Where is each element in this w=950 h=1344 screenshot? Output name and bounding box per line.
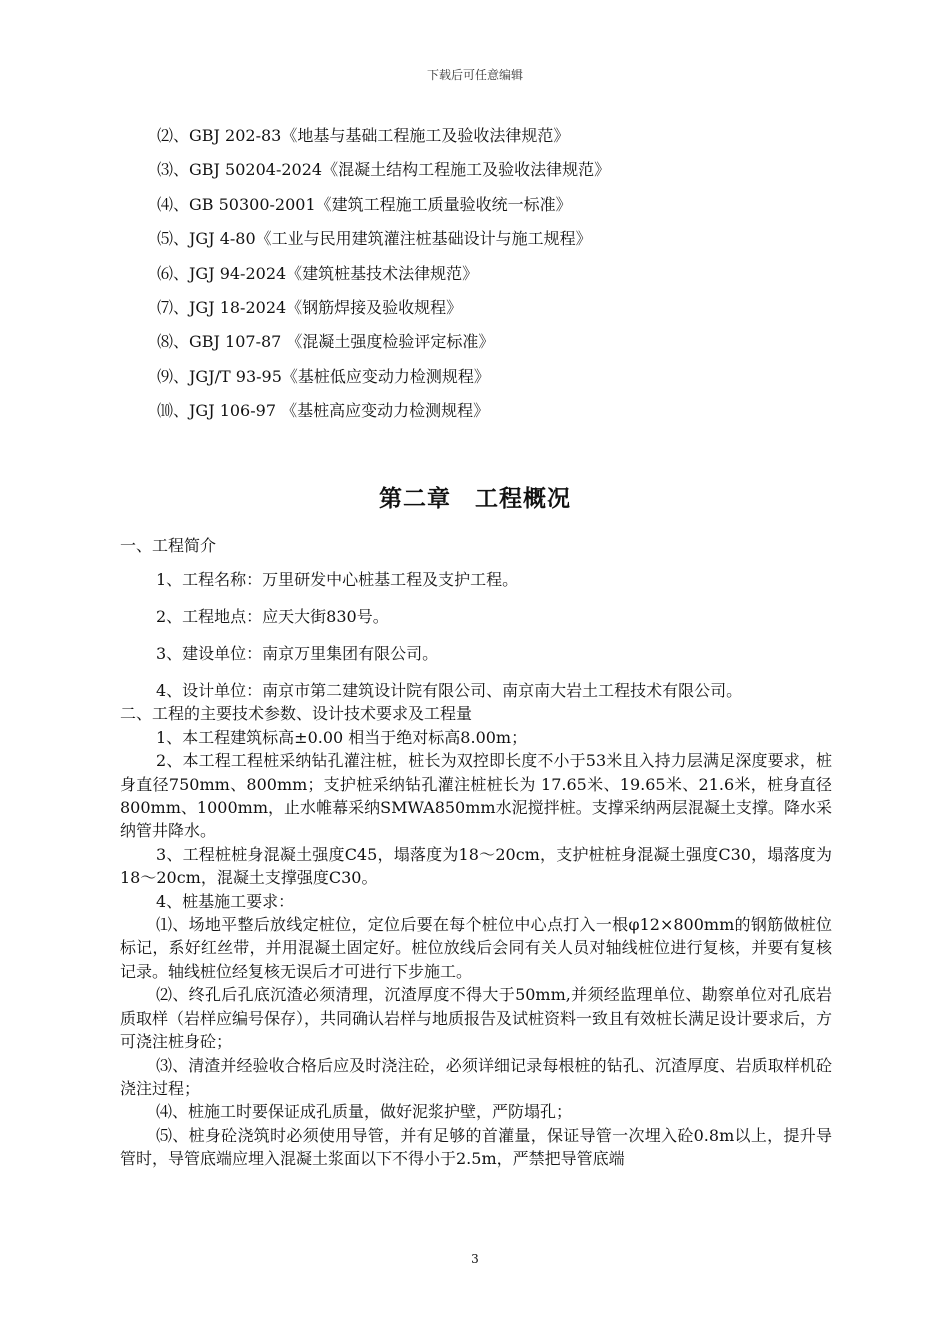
reference-standards-list	[157, 124, 857, 434]
technical-paragraph: 3、工程桩桩身混凝土强度C45，塌落度为18～20cm，支护桩桩身混凝土强度C30，塌落度为18～20cm，混凝土支撑强度C30。	[120, 844, 832, 888]
chapter-body	[120, 532, 832, 1171]
technical-paragraph: 4、桩基施工要求：	[156, 891, 295, 911]
reference-item: ⑸、JGJ 4-80《工业与民用建筑灌注桩基础设计与施工规程》	[157, 229, 592, 249]
section-heading-overview: 一、工程简介	[120, 536, 217, 555]
technical-paragraph: ⑸、桩身砼浇筑时必须使用导管，并有足够的首灌量，保证导管一次埋入砼0.8m以上，提升导管时，导管底端应埋入混凝土浆面以下不得小于2.5m，严禁把导管底端	[120, 1125, 832, 1169]
overview-item-owner: 3、建设单位：南京万里集团有限公司。	[156, 644, 439, 663]
section-heading-technical: 二、工程的主要技术参数、设计技术要求及工程量	[120, 704, 473, 724]
overview-item-project-name: 1、工程名称：万里研发中心桩基工程及支护工程。	[156, 570, 519, 589]
reference-item: ⑻、GBJ 107-87 《混凝土强度检验评定标准》	[157, 332, 495, 352]
chapter-title: 第二章 工程概况	[379, 486, 571, 512]
reference-item: ⑺、JGJ 18-2024《钢筋焊接及验收规程》	[157, 297, 463, 317]
technical-paragraph: ⑶、清渣并经验收合格后应及时浇注砼，必须详细记录每根桩的钻孔、沉渣厚度、岩质取样机砼浇注过程；	[120, 1055, 832, 1098]
technical-paragraph: 2、本工程工程桩采纳钻孔灌注桩，桩长为双控即长度不小于53米且入持力层满足深度要求，桩身直径750mm、800mm；支护桩采纳钻孔灌注桩桩长为 17.65米、19.65米、21.6米，桩身直径800mm、1000mm，止水帷幕采纳SMWA850mm水泥搅拌桩。支撑采纳两层混凝土支撑。降水采纳管井降水。	[120, 751, 832, 841]
reference-item: ⑶、GBJ 50204-2024《混凝土结构工程施工及验收法律规范》	[157, 160, 611, 180]
reference-item: ⑽、JGJ 106-97 《基桩高应变动力检测规程》	[157, 401, 490, 421]
page-number: 3	[471, 1252, 479, 1266]
page-header: 下载后可任意编辑	[426, 68, 523, 82]
reference-item: ⑵、GBJ 202-83《地基与基础工程施工及验收法律规范》	[157, 126, 570, 145]
technical-paragraph: ⑵、终孔后孔底沉渣必须清理，沉渣厚度不得大于50mm,并须经监理单位、勘察单位对孔底岩质取样（岩样应编号保存），共同确认岩样与地质报告及试桩资料一致且有效桩长满足设计要求后，方可浇注桩身砼；	[120, 985, 833, 1052]
overview-item-design-unit: 4、设计单位：南京市第二建筑设计院有限公司、南京南大岩土工程技术有限公司。	[156, 681, 743, 700]
technical-paragraph: 1、本工程建筑标高±0.00 相当于绝对标高8.00m；	[156, 727, 528, 747]
reference-item: ⑷、GB 50300-2001《建筑工程施工质量验收统一标准》	[157, 194, 572, 214]
technical-paragraph: ⑷、桩施工时要保证成孔质量，做好泥浆护壁，严防塌孔；	[156, 1102, 573, 1122]
technical-paragraph: ⑴、场地平整后放线定桩位，定位后要在每个桩位中心点打入一根φ12×800mm的钢筋做桩位标记，系好红丝带，并用混凝土固定好。桩位放线后会同有关人员对轴线桩位进行复核，并要有复核记录。轴线桩位经复核无误后才可进行下步施工。	[120, 915, 832, 981]
reference-item: ⑹、JGJ 94-2024《建筑桩基技术法律规范》	[157, 263, 479, 283]
reference-item: ⑼、JGJ/T 93-95《基桩低应变动力检测规程》	[157, 366, 490, 386]
overview-item-location: 2、工程地点：应天大街830号。	[156, 607, 389, 626]
